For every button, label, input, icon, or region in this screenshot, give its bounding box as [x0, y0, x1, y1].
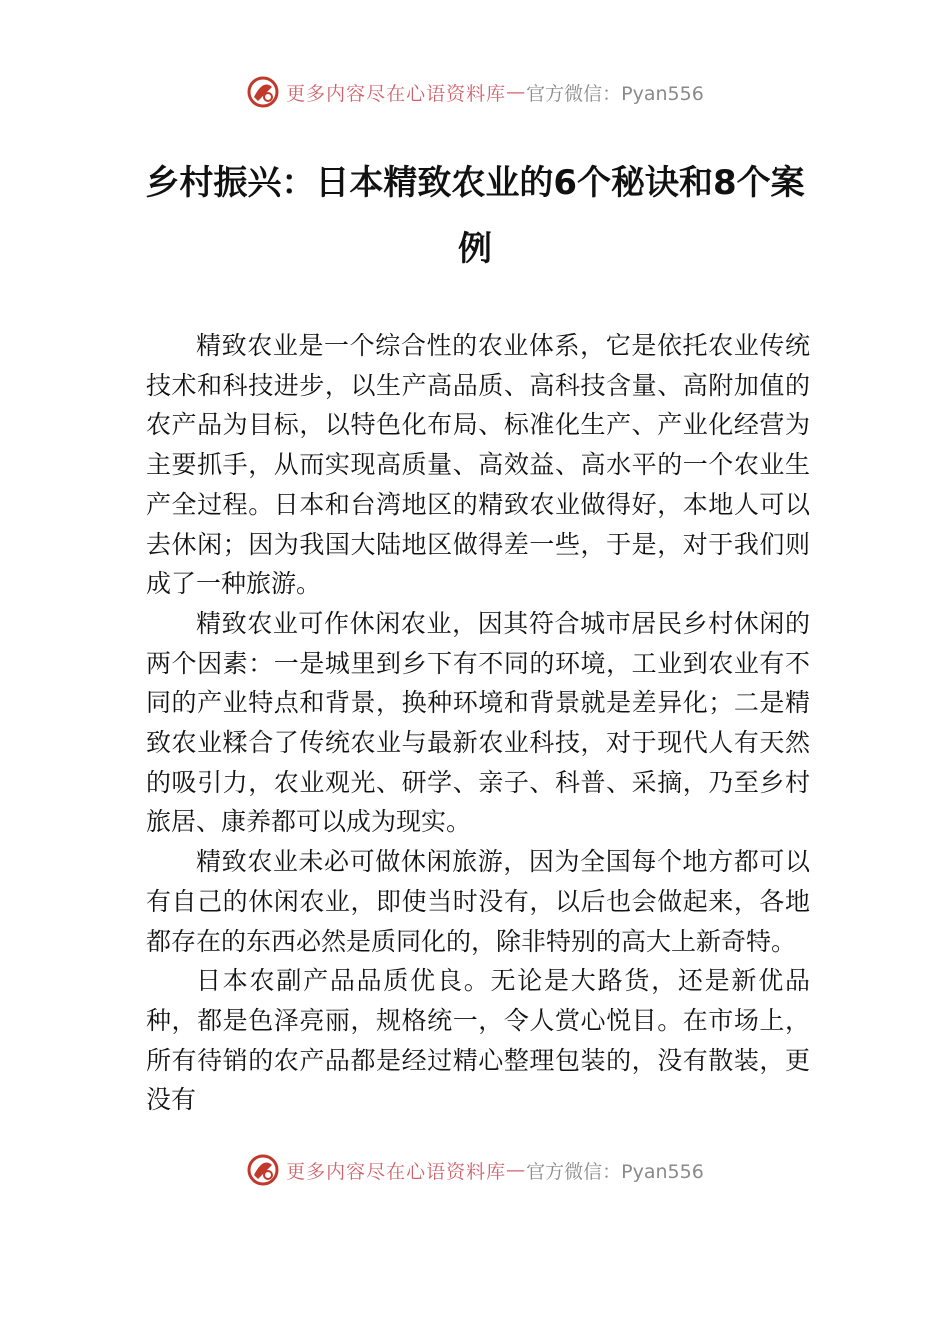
paragraph: 精致农业是一个综合性的农业体系，它是依托农业传统技术和科技进步，以生产高品质、高科技含量、高附加值的农产品为目标，以特色化布局、标准化生产、产业化经营为主要抓手，从而实现高质量、高效益、高水平的一个农业生产全过程。日本和台湾地区的精致农业做得好，本地人可以去休闲；因为我国大陆地区做得差一些，于是，对于我们则成了一种旅游。: [146, 331, 810, 599]
document-title: 乡村振兴：日本精致农业的6个秘诀和8个案例: [145, 163, 805, 269]
footer-banner: [0, 1150, 950, 1190]
banner-main-text: 更多内容尽在心语资料库: [286, 82, 507, 105]
banner-wechat-text: 官方微信：Pyan556: [526, 82, 704, 105]
paragraph: 日本农副产品品质优良。无论是大路货，还是新优品种，都是色泽亮丽，规格统一，令人赏心悦目。在市场上，所有待销的农产品都是经过精心整理包装的，没有散装，更没有: [146, 966, 810, 1115]
header-banner: [0, 72, 950, 112]
banner-dash: —: [506, 1159, 527, 1181]
document-body: [146, 326, 810, 1120]
paragraph: 精致农业未必可做休闲旅游，因为全国每个地方都可以有自己的休闲农业，即使当时没有，以后也会做起来，各地都存在的东西必然是质同化的，除非特别的高大上新奇特。: [146, 847, 810, 956]
logo-icon: [246, 75, 280, 109]
paragraph: 精致农业可作休闲农业，因其符合城市居民乡村休闲的两个因素：一是城里到乡下有不同的环境，工业到农业有不同的产业特点和背景，换种环境和背景就是差异化；二是精致农业糅合了传统农业与最新农业科技，对于现代人有天然的吸引力，农业观光、研学、亲子、科普、采摘，乃至乡村旅居、康养都可以成为现实。: [146, 608, 810, 837]
banner-wechat-text: 官方微信：Pyan556: [526, 1160, 704, 1183]
banner-main-text: 更多内容尽在心语资料库: [286, 1160, 507, 1183]
banner-dash: —: [506, 81, 527, 103]
logo-icon: [246, 1153, 280, 1187]
